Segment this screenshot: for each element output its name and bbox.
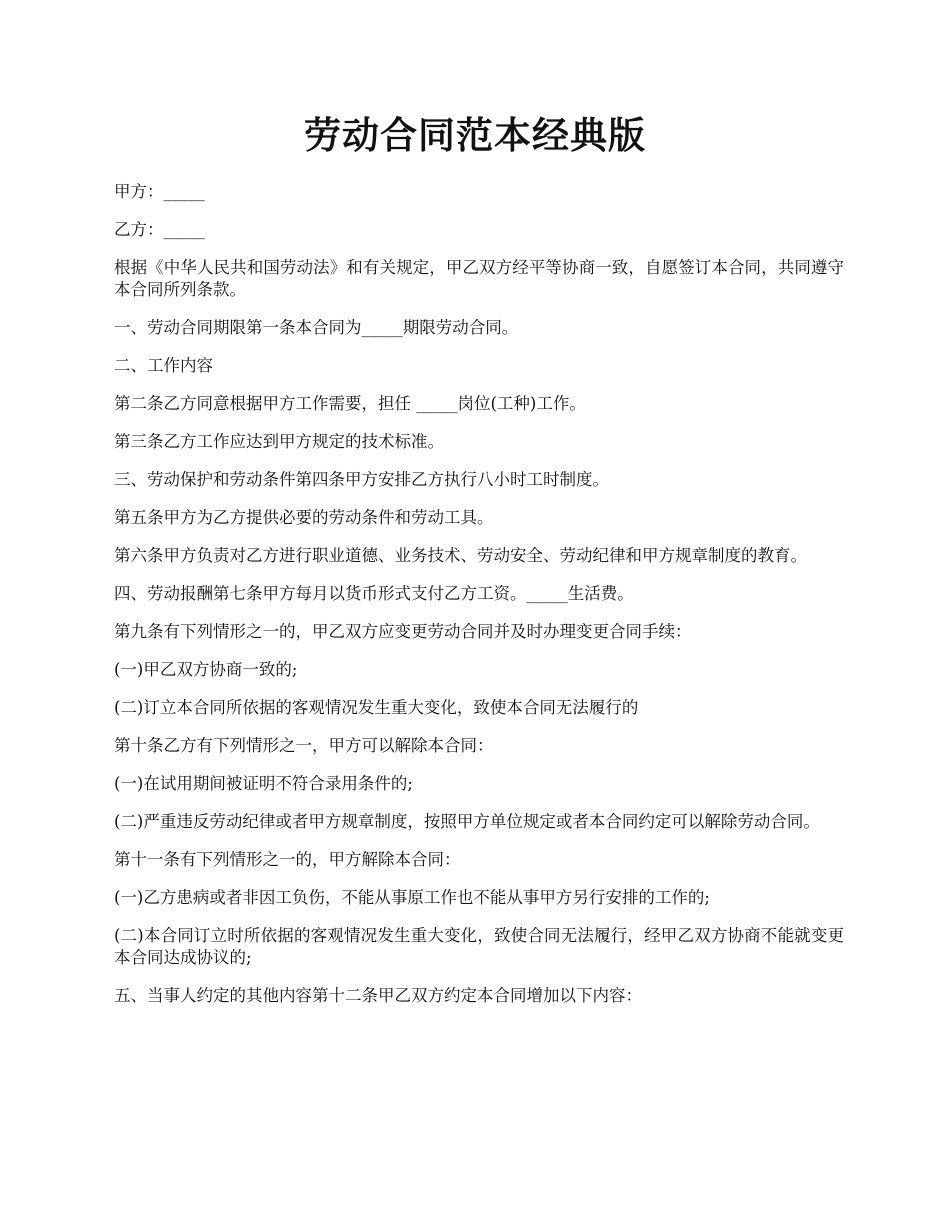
party-b-line: 乙方：_____ bbox=[114, 220, 205, 239]
clause-2: 第二条乙方同意根据甲方工作需要，担任 _____岗位(工种)工作。 bbox=[114, 394, 586, 413]
clause-3: 第三条乙方工作应达到甲方规定的技术标准。 bbox=[114, 432, 444, 451]
clause-11: 第十一条有下列情形之一的，甲方解除本合同： bbox=[114, 850, 461, 869]
clause-10: 第十条乙方有下列情形之一，甲方可以解除本合同： bbox=[114, 736, 494, 755]
clause-9-item-1: (一)甲乙双方协商一致的; bbox=[114, 660, 298, 679]
document-body bbox=[114, 181, 844, 1023]
clause-10-item-1: (一)在试用期间被证明不符合录用条件的; bbox=[114, 774, 413, 793]
section-heading-work-content: 二、工作内容 bbox=[114, 356, 213, 375]
document-title: 劳动合同范本经典版 bbox=[304, 114, 646, 157]
clause-9-item-2: (二)订立本合同所依据的客观情况发生重大变化，致使本合同无法履行的 bbox=[114, 698, 639, 717]
section-remuneration: 四、劳动报酬第七条甲方每月以货币形式支付乙方工资。_____生活费。 bbox=[114, 584, 634, 603]
section-other-terms: 五、当事人约定的其他内容第十二条甲乙双方约定本合同增加以下内容： bbox=[114, 986, 642, 1005]
section-contract-term: 一、劳动合同期限第一条本合同为_____期限劳动合同。 bbox=[114, 318, 519, 337]
clause-11-item-1: (一)乙方患病或者非因工负伤，不能从事原工作也不能从事甲方另行安排的工作的; bbox=[114, 888, 710, 907]
clause-10-item-2: (二)严重违反劳动纪律或者甲方规章制度，按照甲方单位规定或者本合同约定可以解除劳动合同。 bbox=[114, 812, 820, 831]
clause-5: 第五条甲方为乙方提供必要的劳动条件和劳动工具。 bbox=[114, 508, 494, 527]
clause-9: 第九条有下列情形之一的，甲乙双方应变更劳动合同并及时办理变更合同手续： bbox=[114, 622, 692, 641]
preamble-paragraph: 根据《中华人民共和国劳动法》和有关规定，甲乙双方经平等协商一致，自愿签订本合同，共同遵守本合同所列条款。 bbox=[114, 258, 844, 299]
clause-6: 第六条甲方负责对乙方进行职业道德、业务技术、劳动安全、劳动纪律和甲方规章制度的教育。 bbox=[114, 546, 807, 565]
section-labor-protection: 三、劳动保护和劳动条件第四条甲方安排乙方执行八小时工时制度。 bbox=[114, 470, 609, 489]
party-a-line: 甲方：_____ bbox=[114, 182, 205, 201]
clause-11-item-2: (二)本合同订立时所依据的客观情况发生重大变化，致使合同无法履行，经甲乙双方协商不能就变更本合同达成协议的; bbox=[114, 926, 844, 967]
